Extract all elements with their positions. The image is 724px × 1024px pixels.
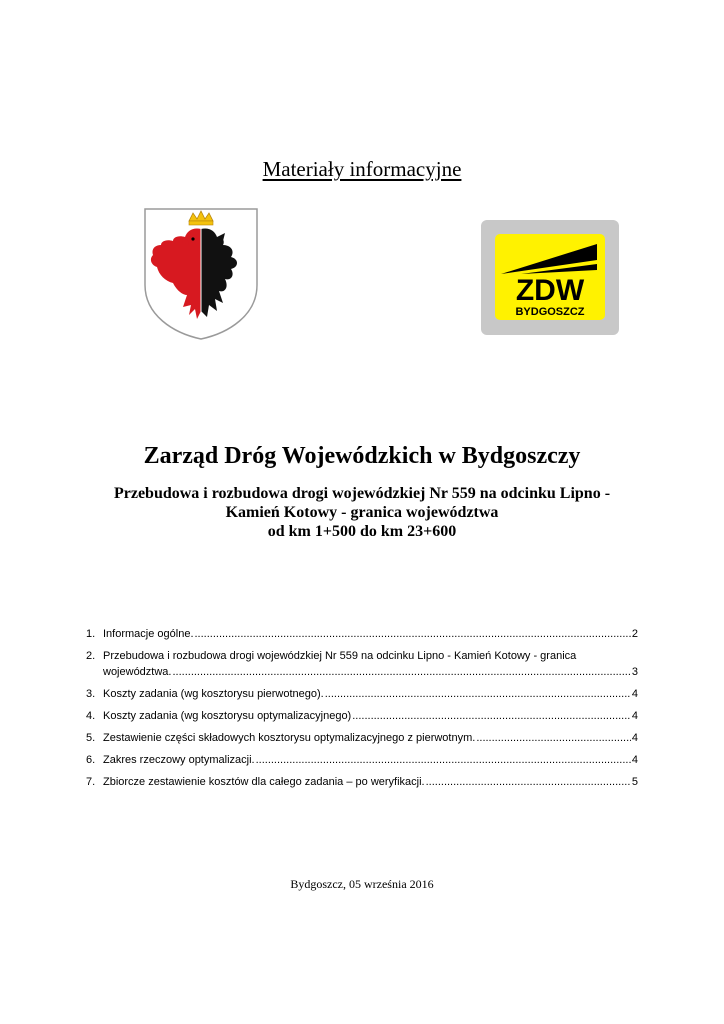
toc-item-number: 2. <box>86 650 96 662</box>
toc-item-text: Zbiorcze zestawienie kosztów dla całego zadania – po weryfikacji. <box>103 776 425 788</box>
toc-item-text: województwa. <box>103 666 172 678</box>
toc-leader-dots <box>256 752 631 768</box>
toc-item-number: 7. <box>86 776 96 788</box>
toc-item-page: 4 <box>631 710 638 722</box>
toc-item-number: 5. <box>86 732 96 744</box>
toc-leader-dots <box>426 774 631 790</box>
toc-item-number: 6. <box>86 754 96 766</box>
toc-leader-dots <box>195 626 631 642</box>
toc-item-page: 5 <box>631 776 638 788</box>
coat-of-arms-logo <box>143 207 259 341</box>
toc-item-page: 4 <box>631 732 638 744</box>
zdw-logo-text: ZDW <box>515 274 585 307</box>
document-heading: Materiały informacyjne <box>262 157 462 181</box>
project-title-line-1: Przebudowa i rozbudowa drogi wojewódzkiej Nr 559 na odcinku Lipno - <box>113 485 611 502</box>
table-of-contents <box>86 626 638 796</box>
toc-item-number: 3. <box>86 688 96 700</box>
toc-item-7[interactable] <box>86 774 638 790</box>
toc-item-page: 4 <box>631 754 638 766</box>
place-and-date: Bydgoszcz, 05 września 2016 <box>290 877 434 891</box>
organization-name: Zarząd Dróg Wojewódzkich w Bydgoszczy <box>143 443 581 469</box>
toc-leader-dots <box>325 686 631 702</box>
toc-leader-dots <box>172 664 630 680</box>
project-title-line-2: Kamień Kotowy - granica województwa <box>225 504 499 521</box>
toc-item-page: 2 <box>631 628 638 640</box>
toc-item-page: 3 <box>631 666 638 678</box>
toc-leader-dots <box>352 708 631 724</box>
toc-item-2[interactable] <box>86 648 638 680</box>
toc-item-5[interactable] <box>86 730 638 746</box>
project-title-line-3: od km 1+500 do km 23+600 <box>267 523 457 540</box>
toc-item-number: 4. <box>86 710 96 722</box>
toc-item-3[interactable] <box>86 686 638 702</box>
toc-item-text: Koszty zadania (wg kosztorysu optymalizacyjnego) <box>103 710 352 722</box>
toc-item-text: Zestawienie części składowych kosztorysu optymalizacyjnego z pierwotnym. <box>103 732 476 744</box>
toc-item-text: Zakres rzeczowy optymalizacji. <box>103 754 255 766</box>
toc-item-text: Informacje ogólne. <box>103 628 194 640</box>
toc-leader-dots <box>476 730 631 746</box>
toc-item-6[interactable] <box>86 752 638 768</box>
toc-item-text-first-line: Przebudowa i rozbudowa drogi wojewódzkiej Nr 559 na odcinku Lipno - Kamień Kotowy - granica <box>103 650 577 662</box>
zdw-bydgoszcz-logo <box>481 220 619 335</box>
toc-item-1[interactable] <box>86 626 638 642</box>
zdw-logo-subtext: BYDGOSZCZ <box>515 306 585 318</box>
toc-item-number: 1. <box>86 628 96 640</box>
toc-item-page: 4 <box>631 688 638 700</box>
project-title <box>80 484 644 541</box>
crown-icon <box>189 211 213 225</box>
toc-item-4[interactable] <box>86 708 638 724</box>
toc-item-text: Koszty zadania (wg kosztorysu pierwotnego). <box>103 688 324 700</box>
